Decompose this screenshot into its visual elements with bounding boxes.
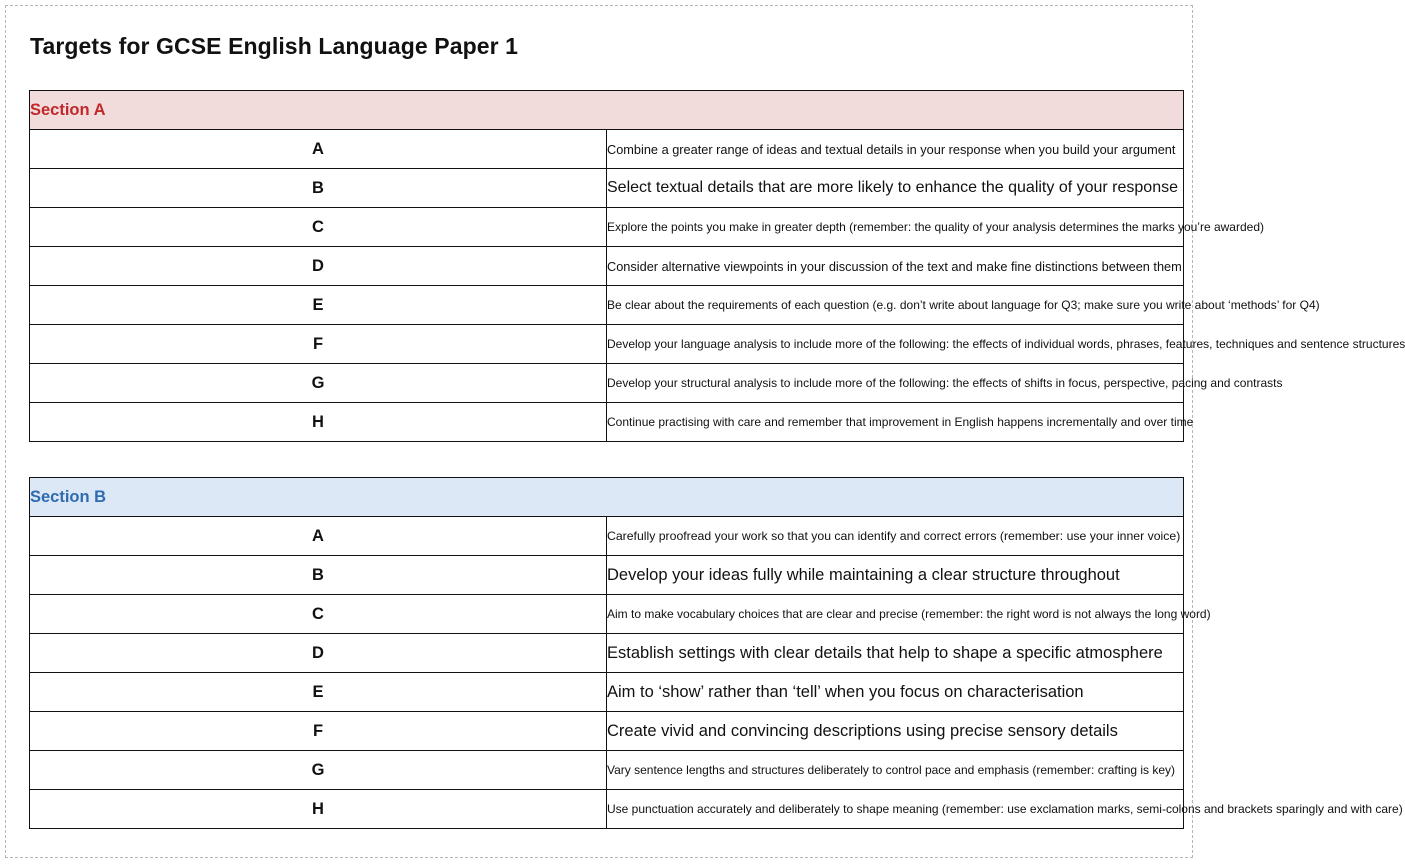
- target-text: Carefully proofread your work so that you can identify and correct errors (remember: use your inner voice): [607, 517, 1184, 556]
- page-title: Targets for GCSE English Language Paper 1: [30, 33, 519, 59]
- target-text: Select textual details that are more likely to enhance the quality of your response: [607, 169, 1184, 208]
- target-letter: H: [30, 790, 607, 829]
- target-letter: C: [30, 208, 607, 247]
- target-text: Use punctuation accurately and deliberately to shape meaning (remember: use exclamation marks, semi-colons and brackets sparingly and with care): [607, 790, 1184, 829]
- section-b-table: [29, 477, 1403, 829]
- target-row: [30, 169, 1184, 208]
- target-letter: E: [30, 286, 607, 325]
- target-letter: B: [30, 556, 607, 595]
- target-letter: D: [30, 634, 607, 673]
- target-text: Develop your structural analysis to include more of the following: the effects of shifts in focus, perspective, pacing and contrasts: [607, 364, 1184, 403]
- target-text: Vary sentence lengths and structures deliberately to control pace and emphasis (remember: crafting is key): [607, 751, 1184, 790]
- target-row: [30, 364, 1184, 403]
- target-row: [30, 673, 1184, 712]
- target-text: Combine a greater range of ideas and textual details in your response when you build your argument: [607, 130, 1184, 169]
- target-text: Be clear about the requirements of each question (e.g. don’t write about language for Q3; make sure you write about ‘methods’ for Q4): [607, 286, 1184, 325]
- section-header-row: [30, 91, 1184, 130]
- target-text: Explore the points you make in greater depth (remember: the quality of your analysis determines the marks you’re awarded): [607, 208, 1184, 247]
- target-letter: A: [30, 130, 607, 169]
- target-row: [30, 403, 1184, 442]
- target-row: [30, 634, 1184, 673]
- target-row: [30, 517, 1184, 556]
- target-letter: A: [30, 517, 607, 556]
- target-text: Develop your language analysis to include more of the following: the effects of individual words, phrases, features, techniques and sentence structures: [607, 325, 1184, 364]
- target-letter: G: [30, 364, 607, 403]
- target-row: [30, 556, 1184, 595]
- target-letter: D: [30, 247, 607, 286]
- target-text: Aim to make vocabulary choices that are clear and precise (remember: the right word is not always the long word): [607, 595, 1184, 634]
- target-letter: H: [30, 403, 607, 442]
- target-text: Continue practising with care and remember that improvement in English happens incrementally and over time: [607, 403, 1184, 442]
- target-text: Create vivid and convincing descriptions using precise sensory details: [607, 712, 1184, 751]
- worksheet-page: [5, 5, 1405, 858]
- target-letter: E: [30, 673, 607, 712]
- section-heading: Section B: [30, 478, 1184, 517]
- target-row: [30, 595, 1184, 634]
- target-row: [30, 208, 1184, 247]
- section-header-row: [30, 478, 1184, 517]
- target-row: [30, 325, 1184, 364]
- section-heading: Section A: [30, 91, 1184, 130]
- target-letter: F: [30, 712, 607, 751]
- target-text: Establish settings with clear details that help to shape a specific atmosphere: [607, 634, 1184, 673]
- target-row: [30, 247, 1184, 286]
- target-letter: G: [30, 751, 607, 790]
- target-text: Consider alternative viewpoints in your discussion of the text and make fine distinctions between them: [607, 247, 1184, 286]
- target-row: [30, 130, 1184, 169]
- target-row: [30, 751, 1184, 790]
- target-text: Aim to ‘show’ rather than ‘tell’ when you focus on characterisation: [607, 673, 1184, 712]
- target-text: Develop your ideas fully while maintaining a clear structure throughout: [607, 556, 1184, 595]
- target-letter: F: [30, 325, 607, 364]
- target-letter: C: [30, 595, 607, 634]
- target-row: [30, 286, 1184, 325]
- section-a-table: [29, 90, 1405, 442]
- target-row: [30, 790, 1184, 829]
- target-letter: B: [30, 169, 607, 208]
- target-row: [30, 712, 1184, 751]
